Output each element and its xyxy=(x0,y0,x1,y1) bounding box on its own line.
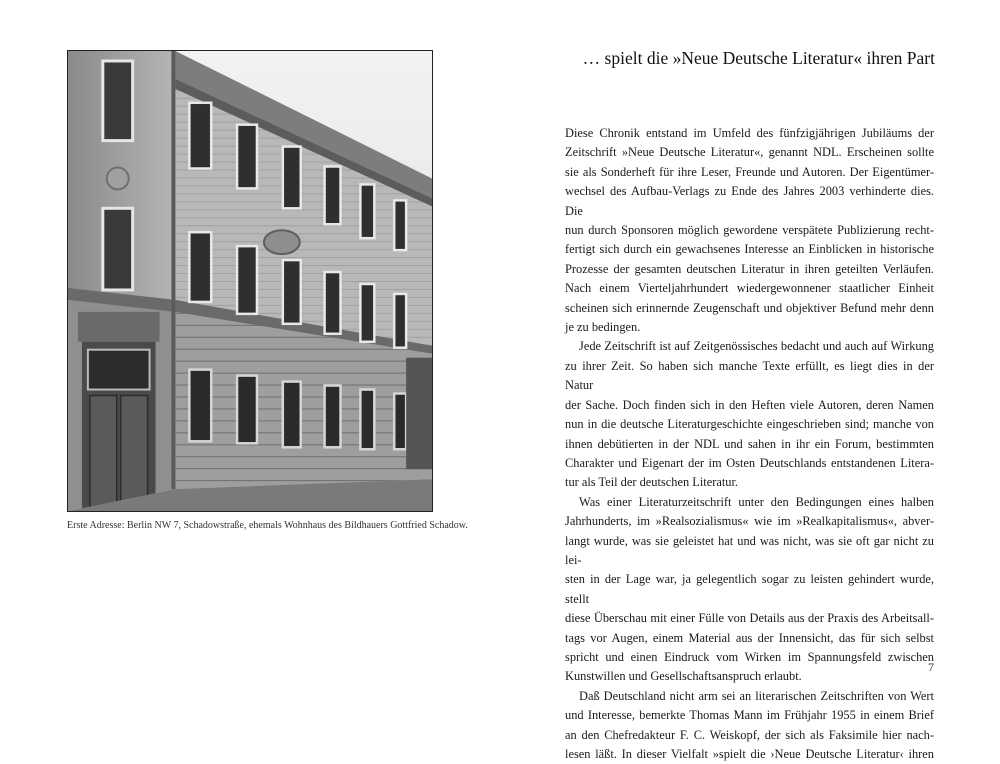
text-line: Nach einem Vierteljahrhundert wiedergewonnener staatlicher Einheit xyxy=(565,281,934,296)
running-head: … spielt die »Neue Deutsche Literatur« ihren Part xyxy=(582,48,935,68)
text-line: sten in der Lage war, ja gelegentlich sogar zu leisten gehindert wurde, stellt xyxy=(565,572,934,606)
text-line: Kunstwillen und Gesellschaftsanspruch erlaubt. xyxy=(565,669,802,684)
text-line: Jahrhunderts, im »Realsozialismus« wie im »Realkapitalismus«, abver- xyxy=(565,514,934,529)
building-photo-illustration xyxy=(68,51,432,511)
text-line: tur als Teil der deutschen Literatur. xyxy=(565,475,739,490)
text-line: Prozesse der gesamten deutschen Literatur in ihren geteilten Verläufen. xyxy=(565,261,934,276)
building-photo xyxy=(67,50,433,512)
paragraph-2 xyxy=(565,337,934,492)
text-line: Daß Deutschland nicht arm sei an literarischen Zeitschriften von Wert xyxy=(579,688,934,703)
text-line: ihnen debütierten in der NDL und sahen in ihr ein Forum, bestimmten xyxy=(565,436,934,451)
text-line: Zeitschrift »Neue Deutsche Literatur«, genannt NDL. Erscheinen sollte xyxy=(565,145,934,160)
text-line: zu ihrer Zeit. So haben sich manche Texte erfüllt, es liegt dies in der Natur xyxy=(565,358,934,393)
text-line: diese Überschau mit einer Fülle von Details aus der Praxis des Arbeitsall- xyxy=(565,611,934,626)
text-line: nun in die deutsche Literaturgeschichte eingeschrieben sind; manche von xyxy=(565,417,934,432)
text-line: spricht und einen Eindruck vom Wirken im Spannungsfeld zwischen xyxy=(565,649,934,664)
text-line: sie als Sonderheft für ihre Leser, Freunde und Autoren. Der Eigentümer- xyxy=(565,164,934,179)
text-line: an den Chefredakteur F. C. Weiskopf, der sich als Faksimile hier nach- xyxy=(565,727,934,742)
text-line: Diese Chronik entstand im Umfeld des fünfzigjährigen Jubiläums der xyxy=(565,126,934,140)
page-number: 7 xyxy=(928,660,934,674)
text-line: Charakter und Eigenart der im Osten Deutschlands entstandenen Litera- xyxy=(565,455,934,470)
text-line: fertigt sich durch ein gewachsenes Interesse an Einblicken in historische xyxy=(565,242,934,257)
text-line: tags vor Augen, einem Material aus der Innensicht, das für sich selbst xyxy=(565,630,934,645)
body-text xyxy=(565,124,934,764)
paragraph-4 xyxy=(565,687,934,764)
text-line: lesen läßt. In dieser Vielfalt »spielt die ›Neue Deutsche Literatur‹ ihren xyxy=(565,747,934,761)
text-line: Jede Zeitschrift ist auf Zeitgenössisches bedacht und auch auf Wirkung xyxy=(579,339,934,354)
text-line: langt wurde, was sie geleistet hat und was nicht, was sie oft gar nicht zu lei- xyxy=(565,533,934,567)
paragraph-3 xyxy=(565,493,934,687)
text-line: nun durch Sponsoren möglich gewordene verspätete Publizierung recht- xyxy=(565,223,934,238)
text-line: scheinen sich erinnernde Zeugenschaft und objektiver Befund mehr denn xyxy=(565,300,934,315)
text-line: wechsel des Aufbau-Verlags zu Ende des Jahres 2003 verhinderte dies. Die xyxy=(565,184,934,218)
paragraph-1 xyxy=(565,124,934,337)
text-line: je zu bedingen. xyxy=(565,320,641,335)
text-line: und Interesse, bemerkte Thomas Mann im Frühjahr 1955 in einem Brief xyxy=(565,708,934,723)
text-line: Was einer Literaturzeitschrift unter den Bedingungen eines halben xyxy=(579,494,934,509)
text-line: der Sache. Doch finden sich in den Heften viele Autoren, deren Namen xyxy=(565,397,934,412)
photo-caption: Erste Adresse: Berlin NW 7, Schadowstraße, ehemals Wohnhaus des Bildhauers Gottfried Schadow. xyxy=(67,520,468,531)
